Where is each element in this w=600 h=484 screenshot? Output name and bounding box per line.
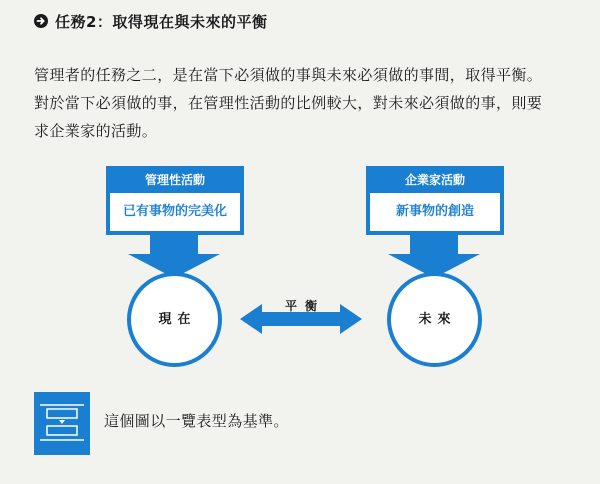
managerial-activity-title: 管理性活動	[144, 173, 205, 187]
paragraph-line: 求企業家的活動。	[34, 122, 158, 140]
future-circle: 未來	[387, 272, 482, 367]
present-circle: 現在	[127, 272, 222, 367]
entrepreneurial-activity-title: 企業家活動	[404, 173, 465, 187]
flowchart-icon	[34, 392, 90, 455]
heading-text: 任務2：取得現在與未來的平衡	[55, 12, 268, 31]
balance-label: 平衡	[284, 299, 325, 313]
paragraph-line: 管理者的任務之二，是在當下必須做的事與未來必須做的事間，取得平衡。	[34, 66, 543, 84]
entrepreneurial-activity-desc: 新事物的創造	[370, 193, 500, 231]
paragraph-line: 對於當下必須做的事，在管理性活動的比例較大，對未來必須做的事，則要	[34, 94, 543, 112]
managerial-activity-box	[106, 166, 244, 235]
legend-text: 這個圖以一覽表型為基準。	[104, 412, 289, 430]
entrepreneurial-activity-box	[366, 166, 504, 235]
managerial-activity-desc: 已有事物的完美化	[110, 193, 240, 231]
